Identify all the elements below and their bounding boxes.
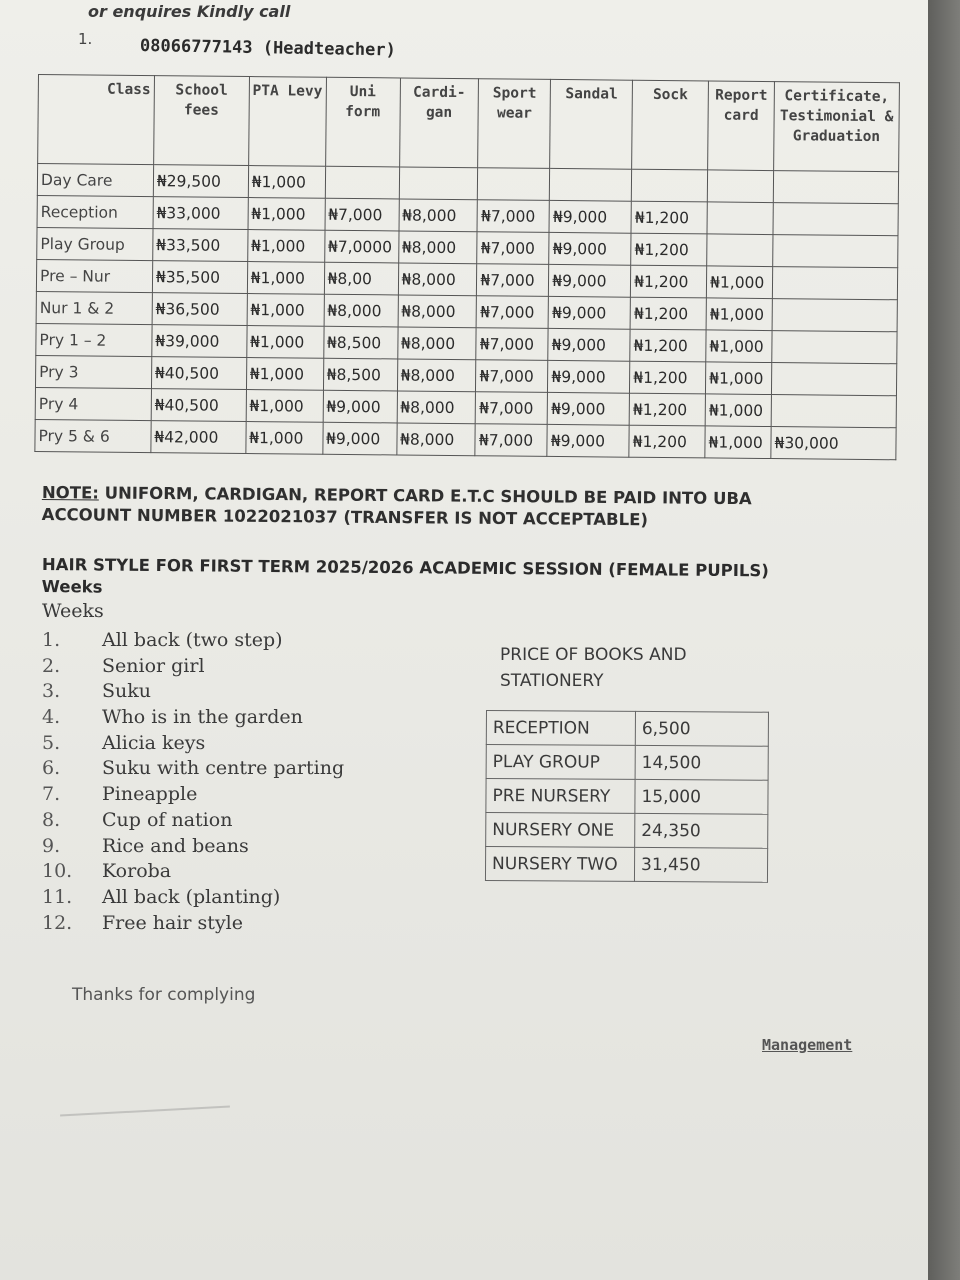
cell-sandal: ₦9,000	[549, 264, 631, 297]
management-signoff: Management	[762, 1036, 853, 1054]
column-header-cardigan: Cardi- gan	[399, 78, 479, 168]
cell-uniform: ₦8,500	[323, 326, 397, 359]
books-price-title	[500, 642, 720, 694]
books-row	[485, 847, 767, 883]
cell-sportwear: ₦7,000	[476, 392, 548, 425]
hairstyle-week-number: 8.	[42, 808, 61, 831]
cell-class: Reception	[37, 195, 153, 228]
cell-uniform	[325, 166, 399, 199]
cell-pta-levy: ₦1,000	[248, 198, 325, 231]
column-header-sandal: Sandal	[550, 79, 633, 169]
hairstyle-item	[42, 628, 344, 654]
cell-school-fees: ₦35,500	[152, 261, 247, 294]
cell-sock: ₦1,200	[631, 265, 707, 298]
hairstyle-item	[42, 911, 344, 937]
books-title-line2: STATIONERY	[500, 671, 604, 691]
cell-sportwear: ₦7,000	[475, 424, 547, 457]
cell-sock: ₦1,200	[630, 297, 706, 330]
cell-pta-levy: ₦1,000	[246, 326, 323, 359]
cell-uniform: ₦8,500	[323, 358, 397, 391]
hairstyle-week-number: 6.	[42, 757, 61, 780]
cell-uniform: ₦9,000	[323, 390, 397, 423]
books-title-line1: PRICE OF BOOKS AND	[500, 645, 687, 665]
payment-note	[42, 482, 842, 533]
cell-sandal: ₦9,000	[548, 328, 630, 361]
cell-certificate: ₦30,000	[771, 427, 896, 460]
hairstyle-name: Free hair style	[102, 911, 243, 934]
fee-table-header-row	[38, 75, 900, 172]
hairstyle-name: All back (two step)	[102, 629, 283, 651]
cell-sportwear: ₦7,000	[476, 360, 548, 393]
cell-school-fees: ₦39,000	[152, 325, 247, 358]
cell-school-fees: ₦33,000	[153, 197, 248, 230]
cell-cardigan: ₦8,000	[397, 391, 476, 424]
cell-sandal: ₦9,000	[547, 424, 629, 457]
cell-pta-levy: ₦1,000	[246, 422, 323, 455]
cell-pta-levy: ₦1,000	[246, 358, 323, 391]
hairstyle-week-number: 2.	[42, 654, 61, 677]
hairstyle-name: Koroba	[102, 860, 172, 883]
cell-sportwear: ₦7,000	[476, 296, 548, 329]
cell-sportwear: ₦7,000	[477, 264, 549, 297]
hairstyle-week-number: 11.	[42, 885, 73, 908]
hairstyle-name: Rice and beans	[102, 834, 249, 857]
cell-cardigan: ₦8,000	[397, 359, 476, 392]
hairstyle-week-number: 3.	[42, 680, 61, 703]
cell-school-fees: ₦33,500	[153, 229, 248, 262]
cell-cardigan: ₦8,000	[399, 199, 478, 232]
cell-pta-levy: ₦1,000	[247, 262, 324, 295]
enquiry-item-number: 1.	[78, 30, 93, 48]
cell-certificate	[773, 235, 898, 268]
cell-school-fees: ₦40,500	[151, 389, 246, 422]
note-text: UNIFORM, CARDIGAN, REPORT CARD E.T.C SHOULD BE PAID INTO UBA ACCOUNT NUMBER 1022021037 (TRANSFER IS NOT ACCEPTABLE)	[41, 483, 752, 530]
books-class-label: PLAY GROUP	[486, 745, 635, 780]
hairstyle-title: HAIR STYLE FOR FIRST TERM 2025/2026 ACADEMIC SESSION (FEMALE PUPILS)	[41, 554, 769, 581]
cell-class: Pry 1 – 2	[36, 323, 152, 356]
books-price-table	[485, 710, 769, 883]
cell-class: Play Group	[37, 227, 153, 260]
cell-sock: ₦1,200	[630, 329, 706, 362]
hairstyle-week-number: 12.	[42, 911, 73, 934]
books-price: 31,450	[634, 847, 767, 882]
hairstyle-name: Suku with centre parting	[102, 757, 345, 780]
cell-pta-levy: ₦1,000	[247, 294, 324, 327]
enquiry-line: or enquires Kindly call	[88, 2, 291, 21]
hairstyle-item	[42, 679, 344, 705]
cell-sock	[631, 169, 707, 202]
cell-report-card: ₦1,000	[705, 426, 771, 459]
column-header-sock: Sock	[632, 80, 709, 170]
cell-report-card: ₦1,000	[706, 266, 772, 299]
cell-sandal: ₦9,000	[548, 360, 630, 393]
cell-report-card: ₦1,000	[706, 298, 772, 331]
cell-uniform: ₦8,00	[324, 262, 398, 295]
cell-report-card	[707, 234, 773, 267]
cell-class: Pre – Nur	[36, 259, 152, 292]
hairstyle-week-number: 7.	[42, 783, 61, 806]
cell-certificate	[772, 299, 897, 332]
cell-uniform: ₦7,000	[325, 198, 399, 231]
hairstyle-list	[42, 628, 344, 936]
school-fees-table	[34, 74, 900, 460]
cell-cardigan: ₦8,000	[398, 263, 477, 296]
hairstyle-week-number: 4.	[42, 706, 61, 729]
hairstyle-item	[42, 756, 344, 782]
column-header-uniform: Uni form	[325, 77, 400, 167]
cell-report-card	[707, 202, 773, 235]
headteacher-phone: 08066777143 (Headteacher)	[139, 36, 397, 61]
cell-cardigan: ₦8,000	[396, 423, 475, 456]
cell-sock: ₦1,200	[630, 361, 706, 394]
cell-class: Pry 5 & 6	[35, 419, 151, 452]
hairstyle-name: All back (planting)	[102, 885, 281, 908]
cell-cardigan: ₦8,000	[398, 231, 477, 264]
cell-certificate	[773, 171, 898, 204]
hairstyle-week-number: 5.	[42, 731, 61, 754]
hairstyle-name: Cup of nation	[102, 808, 233, 831]
thanks-note: Thanks for complying	[72, 985, 256, 1005]
cell-sportwear: ₦7,000	[476, 328, 548, 361]
cell-sportwear: ₦7,000	[477, 232, 549, 265]
cell-report-card: ₦1,000	[706, 330, 772, 363]
cell-certificate	[772, 267, 897, 300]
hairstyle-item	[42, 834, 344, 860]
hairstyle-name: Who is in the garden	[102, 706, 303, 729]
cell-uniform: ₦9,000	[322, 422, 396, 455]
cell-uniform: ₦8,000	[324, 294, 398, 327]
books-class-label: PRE NURSERY	[486, 779, 635, 814]
cell-school-fees: ₦29,500	[153, 165, 248, 198]
cell-school-fees: ₦36,500	[152, 293, 247, 326]
hairstyle-heading	[42, 554, 862, 605]
books-row	[486, 813, 768, 849]
cell-sportwear: ₦7,000	[477, 200, 549, 233]
books-class-label: RECEPTION	[486, 711, 635, 746]
paper-smudge	[60, 1106, 230, 1117]
cell-pta-levy: ₦1,000	[248, 166, 325, 199]
cell-sportwear	[478, 168, 550, 201]
hairstyle-item	[42, 705, 344, 731]
cell-report-card	[707, 170, 773, 203]
hairstyle-name: Pineapple	[102, 783, 198, 806]
books-price: 15,000	[635, 779, 768, 814]
note-label: NOTE:	[41, 482, 99, 503]
column-header-report-card: Report card	[708, 81, 775, 171]
books-price: 6,500	[635, 711, 768, 746]
column-header-pta-levy: PTA Levy	[248, 77, 326, 167]
hairstyle-week-number: 1.	[42, 629, 61, 651]
hairstyle-week-number: 10.	[42, 860, 73, 883]
cell-sock: ₦1,200	[631, 233, 707, 266]
cell-pta-levy: ₦1,000	[247, 230, 324, 263]
cell-class: Nur 1 & 2	[36, 291, 152, 324]
cell-class: Pry 4	[35, 387, 151, 420]
hairstyle-name: Senior girl	[102, 654, 205, 677]
cell-school-fees: ₦42,000	[151, 421, 246, 454]
cell-sandal: ₦9,000	[548, 296, 630, 329]
weeks-label: Weeks	[42, 600, 104, 622]
hairstyle-item	[42, 782, 344, 808]
hairstyle-item	[42, 808, 344, 834]
cell-sock: ₦1,200	[631, 201, 707, 234]
weeks-label-bold: Weeks	[41, 576, 103, 597]
hairstyle-item	[42, 859, 344, 885]
books-row	[486, 779, 768, 815]
hairstyle-item	[42, 885, 344, 911]
books-row	[486, 745, 768, 781]
cell-certificate	[771, 395, 896, 428]
cell-certificate	[772, 331, 897, 364]
books-class-label: NURSERY ONE	[486, 813, 635, 848]
cell-sock: ₦1,200	[629, 425, 705, 458]
cell-report-card: ₦1,000	[706, 362, 772, 395]
cell-pta-levy: ₦1,000	[246, 390, 323, 423]
books-price: 14,500	[635, 745, 768, 780]
fee-table-row	[35, 419, 896, 459]
column-header-certificate: Certificate, Testimonial & Graduation	[774, 82, 900, 172]
column-header-sportwear: Sport wear	[478, 79, 551, 169]
cell-cardigan: ₦8,000	[398, 295, 477, 328]
cell-class: Day Care	[37, 164, 153, 197]
background-surface	[928, 0, 960, 1280]
hairstyle-name: Suku	[102, 680, 152, 703]
cell-class: Pry 3	[35, 355, 151, 388]
hairstyle-week-number: 9.	[42, 834, 61, 857]
books-row	[486, 711, 768, 747]
cell-sandal: ₦9,000	[547, 392, 629, 425]
books-price: 24,350	[635, 813, 768, 848]
hairstyle-item	[42, 731, 344, 757]
hairstyle-name: Alicia keys	[102, 731, 206, 754]
hairstyle-item	[42, 654, 344, 680]
cell-certificate	[771, 363, 896, 396]
cell-school-fees: ₦40,500	[151, 357, 246, 390]
cell-uniform: ₦7,0000	[324, 230, 398, 263]
cell-sandal: ₦9,000	[549, 232, 631, 265]
books-class-label: NURSERY TWO	[485, 847, 634, 882]
column-header-school-fees: School fees	[153, 76, 249, 166]
cell-cardigan	[399, 167, 478, 200]
cell-certificate	[773, 203, 898, 236]
column-header-class: Class	[38, 75, 155, 165]
cell-sock: ₦1,200	[629, 393, 705, 426]
cell-sandal	[550, 168, 632, 201]
cell-sandal: ₦9,000	[549, 200, 631, 233]
cell-cardigan: ₦8,000	[397, 327, 476, 360]
cell-report-card: ₦1,000	[705, 394, 771, 427]
